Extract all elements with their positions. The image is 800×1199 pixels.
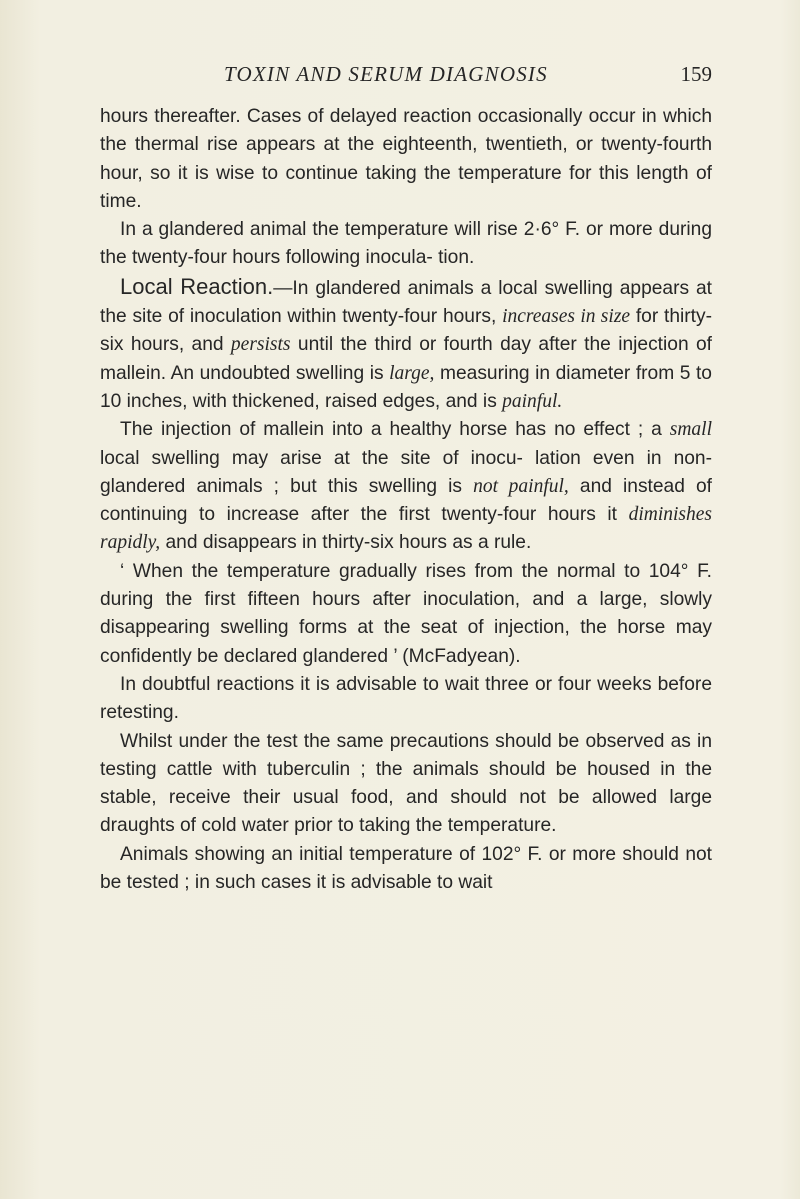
paragraph-1: hours thereafter. Cases of delayed reaction occasionally occur in which the thermal rise appears at the eighteenth, twentieth, or twenty-fourth hour, so it is wise to continue taking the temperature for this length of time. (100, 106, 712, 212)
paragraph-initial-temperature: Animals showing an initial temperature of 102° F. or more should not be tested ; in such cases it is advisable to wait (100, 843, 712, 894)
section-heading-local-reaction: Local Reaction. (120, 273, 274, 299)
text-fragment: and instead of continuing to increase after the first twenty-four hours it (100, 475, 712, 526)
paragraph-doubtful: In doubtful reactions it is advisable to wait three or four weeks before retesting. (100, 673, 712, 724)
paragraph-local-reaction (100, 273, 712, 416)
text-fragment: and disappears in thirty-six hours as a rule. (160, 532, 532, 554)
emphasis-text: painful. (502, 390, 563, 412)
page-header (100, 58, 712, 94)
emphasis-text: small (669, 419, 712, 441)
text-fragment: measuring in diameter from 5 to 10 inches, with thickened, raised edges, and is (100, 362, 712, 412)
emphasis-text: large, (389, 362, 435, 384)
emphasis-text: not painful, (473, 475, 569, 497)
running-title: TOXIN AND SERUM DIAGNOSIS (224, 62, 548, 86)
emphasis-text: persists (230, 334, 291, 356)
paragraph-2: In a glandered animal the temperature will rise 2·6° F. or more during the twenty-four hours following inocula- tion. (100, 219, 712, 269)
emphasis-text: increases in size (502, 306, 631, 328)
text-fragment: The injection of mallein into a healthy horse has no effect ; a (120, 419, 670, 441)
text-fragment: local swelling may arise at the site of inocu- lation even in non-glandered animals ; but this swelling is (100, 447, 712, 497)
page-number: 159 (680, 62, 712, 86)
paragraph-quotation: ‘ When the temperature gradually rises from the normal to 104° F. during the first fifteen hours after inoculation, and a large, slowly disappearing swelling forms at the seat of injection, the horse may confidently be declared glandered ’ (McFadyean). (100, 560, 712, 667)
emphasis-text: diminishes rapidly, (100, 504, 712, 554)
text-fragment: until the third or fourth day after the injection of mallein. An undoubted swelling is (100, 334, 712, 384)
paragraph-healthy-horse (100, 416, 712, 557)
paragraph-precautions: Whilst under the test the same precautions should be observed as in testing cattle with tuberculin ; the animals should be housed in the stable, receive their usual food, and should not be allowed large draughts of cold water prior to taking the temperature. (100, 730, 712, 837)
text-fragment: for thirty-six hours, and (100, 306, 712, 356)
page-body (100, 103, 712, 897)
text-fragment: —In glandered animals a local swelling appears at the site of inoculation within twenty-four hours, (100, 277, 712, 328)
